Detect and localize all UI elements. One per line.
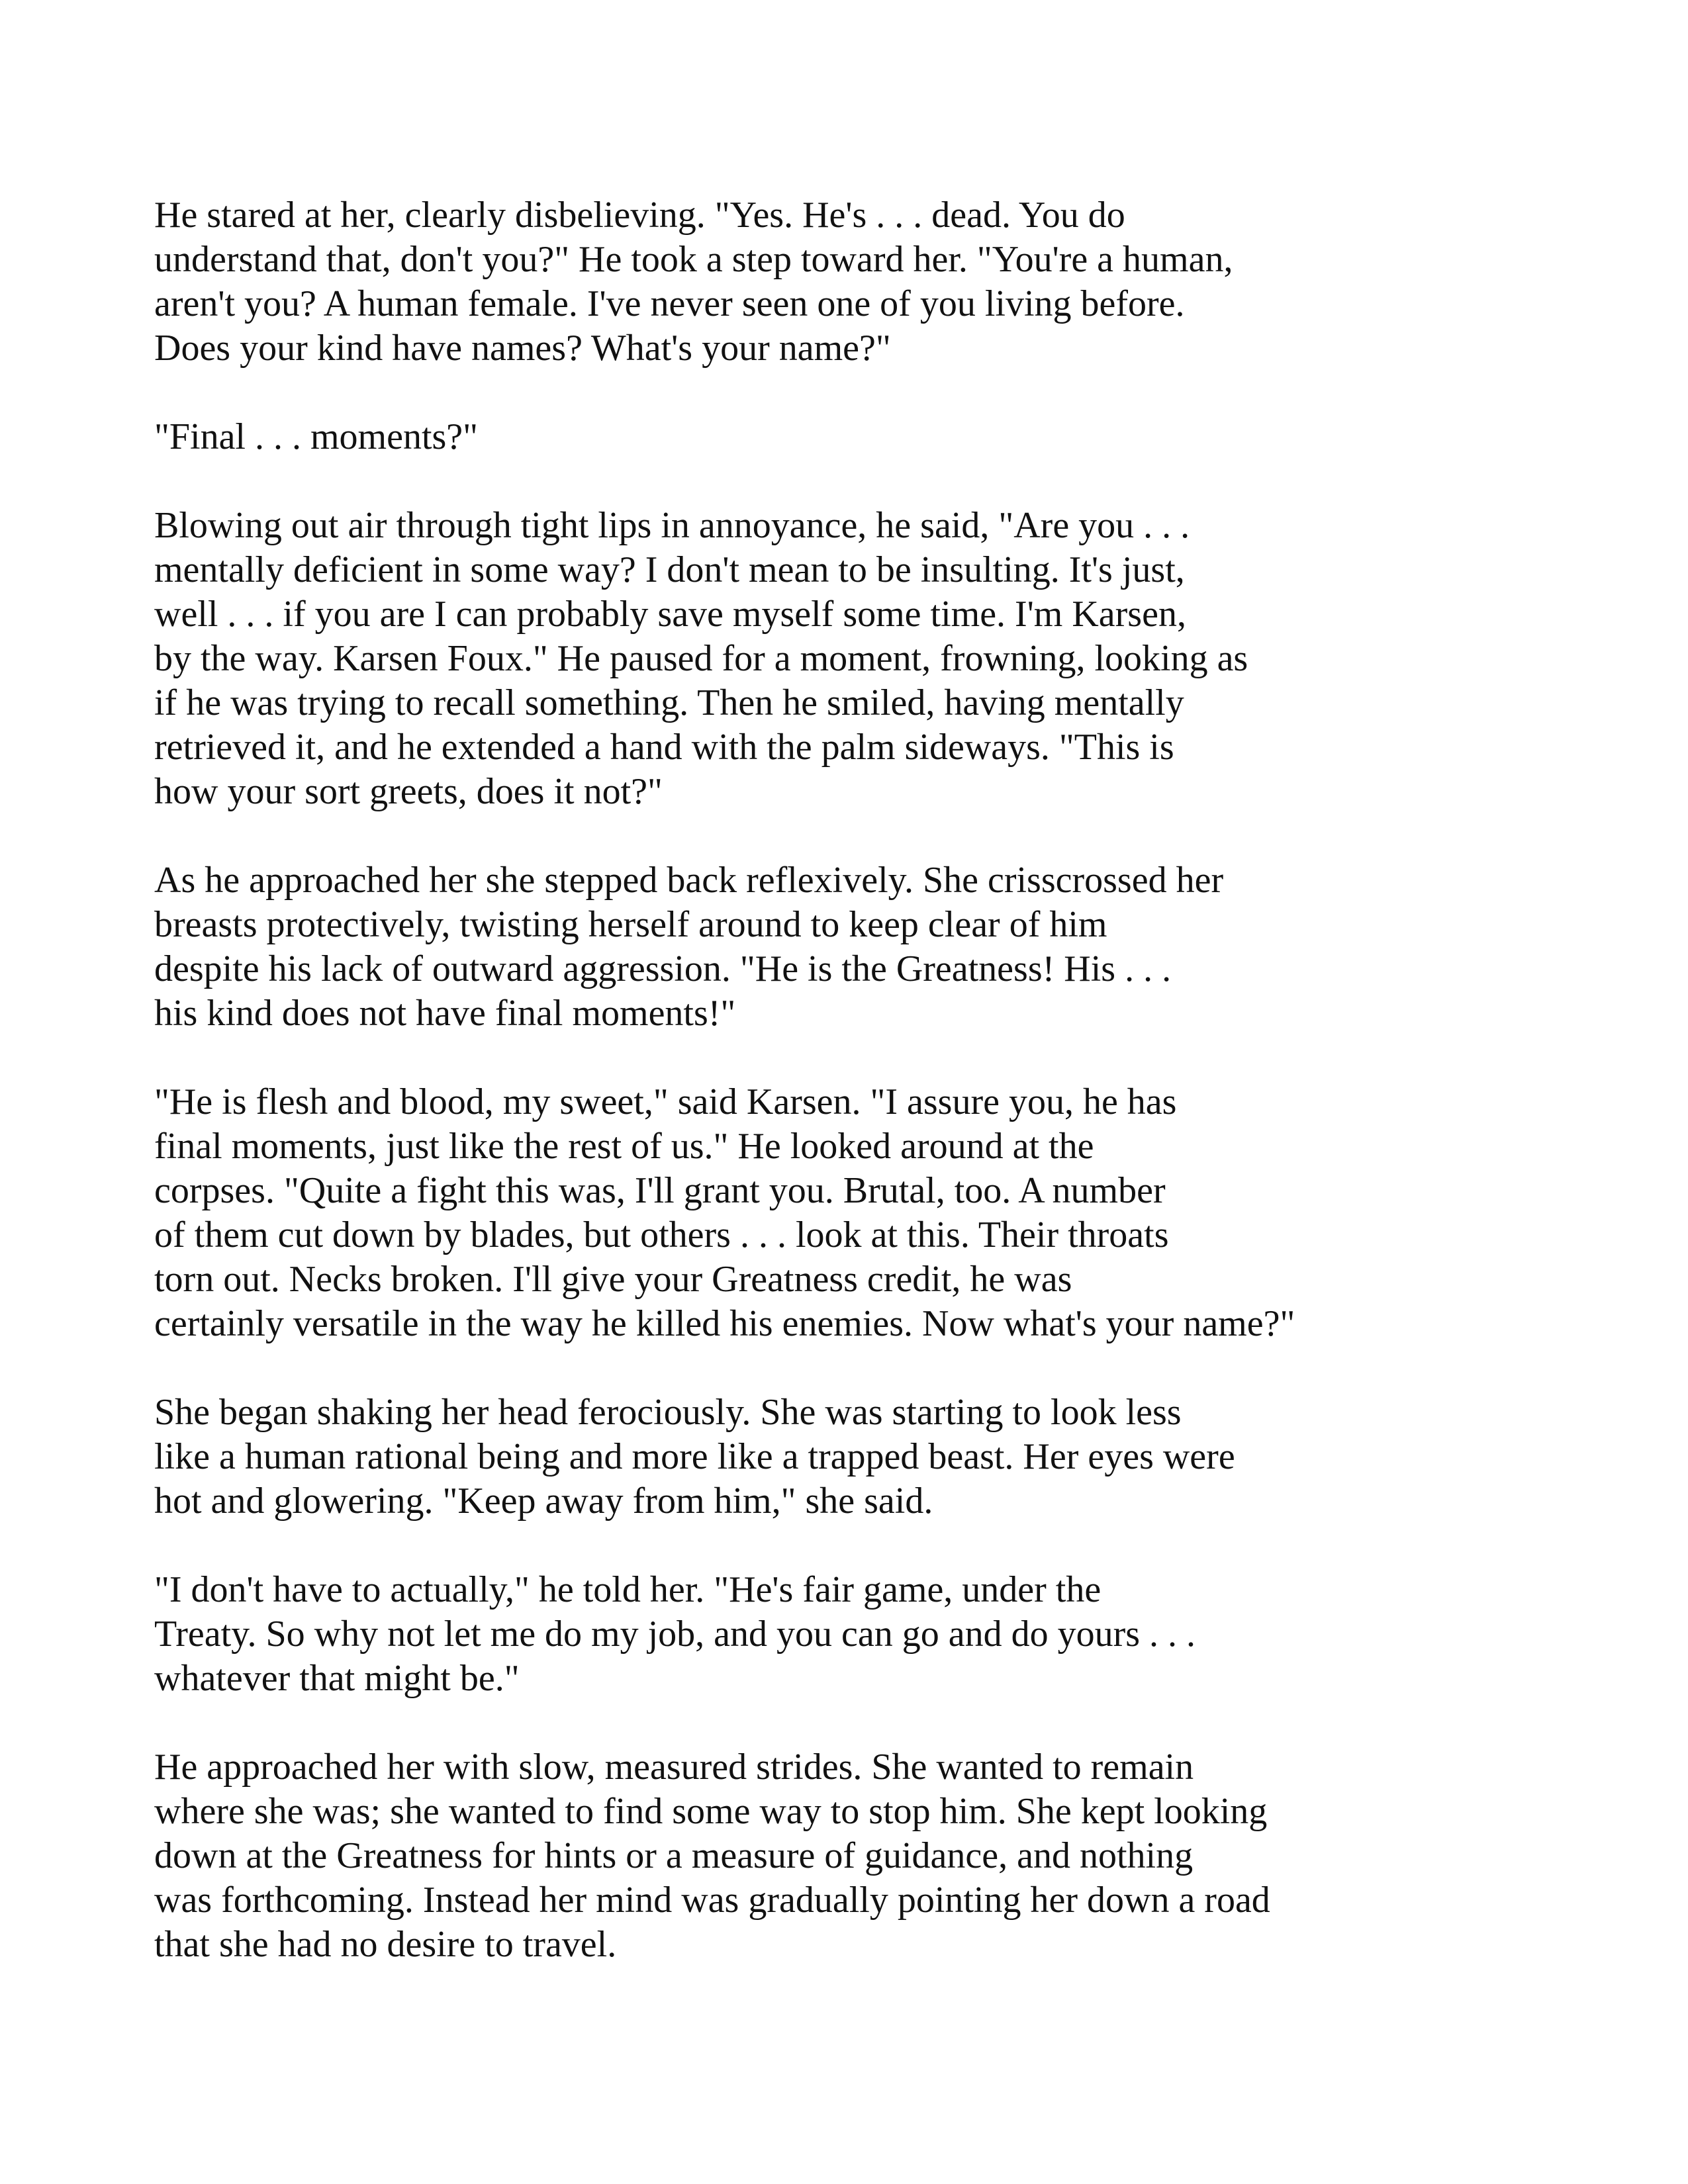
text-line: torn out. Necks broken. I'll give your Greatness credit, he was — [154, 1259, 1072, 1300]
text-line: by the way. Karsen Foux." He paused for a moment, frowning, looking as — [154, 638, 1248, 679]
text-line: "I don't have to actually," he told her. "He's fair game, under the — [154, 1569, 1102, 1610]
text-line: like a human rational being and more like a trapped beast. Her eyes were — [154, 1436, 1235, 1477]
text-line: final moments, just like the rest of us." He looked around at the — [154, 1126, 1094, 1167]
text-line: of them cut down by blades, but others . . . look at this. Their throats — [154, 1214, 1169, 1255]
body-text — [154, 193, 1577, 2011]
paragraph-1 — [154, 193, 1577, 371]
paragraph-4 — [154, 858, 1577, 1036]
text-line: As he approached her she stepped back reflexively. She crisscrossed her — [154, 860, 1224, 901]
text-line: He approached her with slow, measured strides. She wanted to remain — [154, 1747, 1194, 1788]
text-line: breasts protectively, twisting herself around to keep clear of him — [154, 904, 1107, 945]
text-line: his kind does not have final moments!" — [154, 993, 736, 1034]
text-line: "Final . . . moments?" — [154, 416, 479, 457]
text-line: where she was; she wanted to find some way to stop him. She kept looking — [154, 1791, 1268, 1832]
text-line: how your sort greets, does it not?" — [154, 771, 663, 812]
text-line: certainly versatile in the way he killed his enemies. Now what's your name?" — [154, 1303, 1295, 1344]
text-line: She began shaking her head ferociously. She was starting to look less — [154, 1392, 1182, 1433]
paragraph-5 — [154, 1080, 1577, 1346]
text-line: well . . . if you are I can probably save myself some time. I'm Karsen, — [154, 594, 1186, 635]
text-line: "He is flesh and blood, my sweet," said Karsen. "I assure you, he has — [154, 1081, 1177, 1122]
text-line: He stared at her, clearly disbelieving. "Yes. He's . . . dead. You do — [154, 195, 1125, 236]
text-line: corpses. "Quite a fight this was, I'll grant you. Brutal, too. A number — [154, 1170, 1166, 1211]
text-line: mentally deficient in some way? I don't mean to be insulting. It's just, — [154, 549, 1185, 590]
paragraph-3 — [154, 504, 1577, 814]
text-line: down at the Greatness for hints or a measure of guidance, and nothing — [154, 1835, 1194, 1876]
text-line: aren't you? A human female. I've never seen one of you living before. — [154, 283, 1185, 324]
paragraph-2 — [154, 415, 1577, 459]
text-line: despite his lack of outward aggression. "He is the Greatness! His . . . — [154, 948, 1172, 989]
text-line: that she had no desire to travel. — [154, 1924, 617, 1965]
text-line: was forthcoming. Instead her mind was gradually pointing her down a road — [154, 1880, 1270, 1921]
text-line: whatever that might be." — [154, 1658, 520, 1699]
paragraph-6 — [154, 1390, 1577, 1524]
text-line: if he was trying to recall something. Then he smiled, having mentally — [154, 682, 1184, 723]
text-line: Blowing out air through tight lips in annoyance, he said, "Are you . . . — [154, 505, 1190, 546]
text-line: Does your kind have names? What's your name?" — [154, 328, 891, 369]
paragraph-7 — [154, 1568, 1577, 1701]
text-line: understand that, don't you?" He took a step toward her. "You're a human, — [154, 239, 1233, 280]
text-line: retrieved it, and he extended a hand with the palm sideways. "This is — [154, 727, 1174, 768]
text-line: hot and glowering. "Keep away from him," she said. — [154, 1480, 933, 1522]
paragraph-8 — [154, 1745, 1577, 1967]
text-line: Treaty. So why not let me do my job, and you can go and do yours . . . — [154, 1614, 1196, 1655]
